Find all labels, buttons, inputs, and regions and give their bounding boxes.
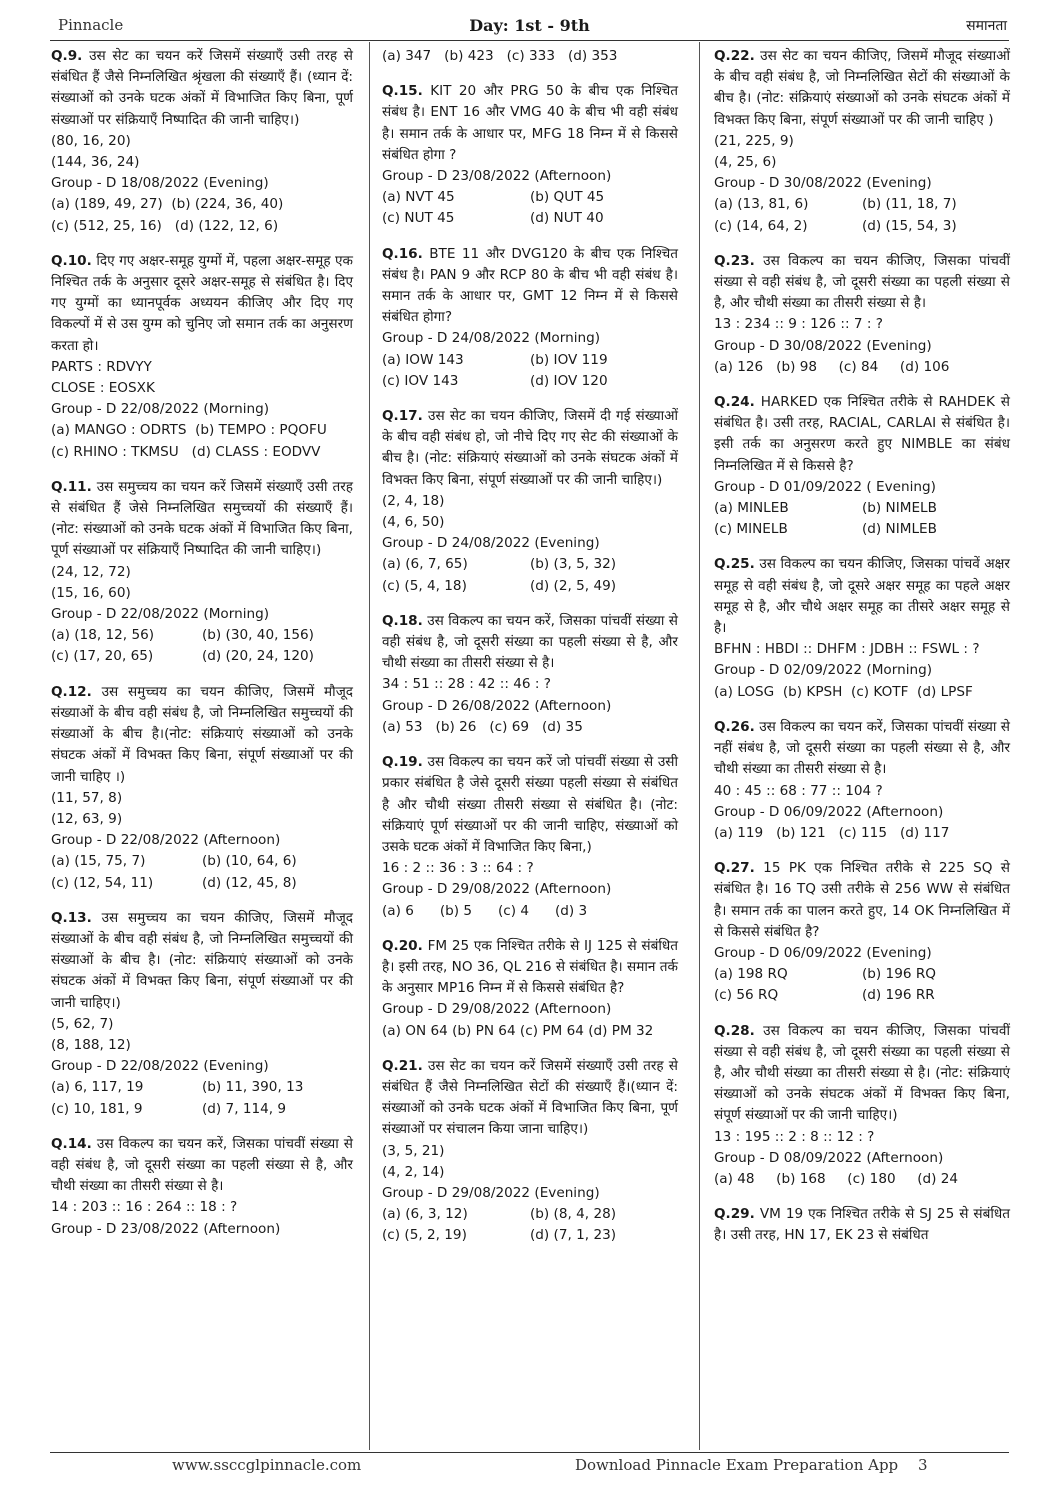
answer-options-row <box>714 519 1010 540</box>
question-statement: उस सेट का चयन करें जिसमें संख्याएँ उसी तरह से संबंधित हैं जैसे निम्नलिखित श्रृंखला की संख्याएँ हैं। (ध्यान दें: संख्याओं को उनके घटक अंकों में विभाजित किए बिना, पूर्ण संख्याओं पर संक्रियाएँ निष्पादित की जानी चाहिए।) <box>51 48 353 128</box>
answer-options: (a) LOSG (b) KPSH (c) KOTF (d) LPSF <box>714 683 973 700</box>
question-block <box>51 1134 353 1240</box>
answer-option: (b) QUT 45 <box>530 189 605 206</box>
answer-option: (d) (7, 1, 23) <box>530 1227 617 1244</box>
question-number: Q.29. <box>714 1206 755 1223</box>
question-statement: उस समुच्चय का चयन कीजिए, जिसमें मौजूद संख्याओं के बीच वही संबंध है, जो निम्नलिखित समुच्चयों की संख्याओं के बीच है।(नोट: संक्रियाएं संख्याओं को उनके संघटक अंकों में विभक्त किए बिना, संपूर्ण संख्याओं पर की जानी चाहिए ।) <box>51 683 353 785</box>
question-block <box>382 81 678 229</box>
question-block <box>714 1204 1010 1246</box>
answer-option: (c) (14, 64, 2) <box>714 217 808 234</box>
answer-options-row <box>382 350 678 371</box>
question-block <box>382 244 678 392</box>
column-3 <box>714 46 1010 1261</box>
question-block <box>714 392 1010 540</box>
question-text <box>51 46 353 131</box>
question-text <box>382 936 678 1000</box>
answer-options-row <box>382 1204 678 1225</box>
answer-option: (b) IOV 119 <box>530 351 608 368</box>
answer-option: (a) 198 RQ <box>714 966 788 983</box>
answer-option: (a) IOW 143 <box>382 351 464 368</box>
question-data-line: (21, 225, 9) <box>714 132 794 149</box>
question-text <box>51 251 353 357</box>
question-text <box>714 717 1010 781</box>
header-topic: समानता <box>966 18 1007 34</box>
question-number: Q.26. <box>714 718 755 735</box>
answer-option: (b) (30, 40, 156) <box>202 627 314 644</box>
answer-option: (b) NIMELB <box>862 500 937 517</box>
question-data-line: 34 : 51 :: 28 : 42 :: 46 : ? <box>382 676 551 693</box>
answer-options-row <box>382 187 678 208</box>
question-statement: उस सेट का चयन कीजिए, जिसमें मौजूद संख्याओं के बीच वही संबंध है, जो निम्नलिखित सेटों की संख्याओं के बीच है। (नोट: संक्रियाएं संख्याओं को उनके संघटक अंकों में विभक्त किए बिना, संपूर्ण संख्याओं पर की जानी चाहिए ) <box>714 48 1010 128</box>
question-data-line: (144, 36, 24) <box>51 154 140 171</box>
answer-option: (d) NIMLEB <box>862 521 937 538</box>
question-data-line: 40 : 45 :: 68 : 77 :: 104 ? <box>714 782 883 799</box>
answer-options: (a) ON 64 (b) PN 64 (c) PM 64 (d) PM 32 <box>382 1022 654 1039</box>
answer-option: (d) (20, 24, 120) <box>202 648 314 665</box>
answer-option: (c) (17, 20, 65) <box>51 648 154 665</box>
footer-website[interactable]: www.ssccglpinnacle.com <box>172 1456 362 1474</box>
question-statement: उस समुच्चय का चयन कीजिए, जिसमें मौजूद संख्याओं के बीच वही संबंध है, जो निम्नलिखित समुच्चयों की संख्याओं के बीच है। (नोट: संक्रियाएं संख्याओं को उनके संघटक अंकों में विभक्त किए बिना, संपूर्ण संख्याओं पर की जानी चाहिए।) <box>51 909 353 1011</box>
question-block <box>51 908 353 1120</box>
answer-option: (c) NUT 45 <box>382 210 455 227</box>
question-statement: FM 25 एक निश्चित तरीके से IJ 125 से संबंधित है। इसी तरह, NO 36, QL 216 से संबंधित है। समान तर्क के अनुसार MP16 निम्न में से किससे संबंधित है? <box>382 937 678 997</box>
exam-reference: Group - D 22/08/2022 (Morning) <box>51 606 270 623</box>
header-brand: Pinnacle <box>58 16 124 34</box>
answer-option: (a) (13, 81, 6) <box>714 196 809 213</box>
answer-option: (a) NVT 45 <box>382 189 455 206</box>
question-block <box>51 682 353 894</box>
answer-option: (d) IOV 120 <box>530 372 608 389</box>
exam-reference: Group - D 02/09/2022 (Morning) <box>714 662 933 679</box>
question-number: Q.15. <box>382 83 423 100</box>
question-statement: उस सेट का चयन कीजिए, जिसमें दी गई संख्याओं के बीच वही संबंध हो, जो नीचे दिए गए सेट की संख्याओं के बीच है। (नोट: संक्रियाएं संख्याओं को उनके संघटक अंकों में विभक्त किए बिना, संपूर्ण संख्याओं पर की जानी चाहिए।) <box>382 408 678 488</box>
question-block <box>714 717 1010 844</box>
question-statement: उस विकल्प का चयन कीजिए, जिसका पांचवीं संख्या से वही संबंध है, जो दूसरी संख्या का पहली संख्या से है, और चौथी संख्या का तीसरी संख्या से है। <box>714 252 1010 312</box>
exam-reference: Group - D 29/08/2022 (Afternoon) <box>382 1001 612 1018</box>
question-data-line: (5, 62, 7) <box>51 1015 114 1032</box>
answer-options-row <box>714 194 1010 215</box>
question-block <box>714 554 1010 702</box>
question-number: Q.17. <box>382 408 423 425</box>
question-statement: उस समुच्चय का चयन करें जिसमें संख्याएँ उसी तरह से संबंधित हैं जेसे निम्नलिखित समुच्चयों की संख्याएँ हैं। (नोट: संख्याओं को उनके घटक अंकों में विभाजित किए बिना, पूर्ण संख्याओं पर संक्रियाएँ निष्पादित की जानी चाहिए।) <box>51 478 353 559</box>
question-number: Q.22. <box>714 48 755 64</box>
question-statement: KIT 20 और PRG 50 के बीच एक निश्चित संबंध है। ENT 16 और VMG 40 के बीच भी वही संबंध है। समान तर्क के आधार पर, MFG 18 निम्न में से किससे संबंधित होगा ? <box>382 83 678 163</box>
question-data-line: (11, 57, 8) <box>51 789 123 806</box>
question-block <box>714 858 1010 1006</box>
question-text <box>714 554 1010 639</box>
question-block <box>382 46 678 67</box>
answer-option: (c) (5, 2, 19) <box>382 1227 467 1244</box>
exam-reference: Group - D 22/08/2022 (Evening) <box>51 1058 269 1075</box>
exam-reference: Group - D 24/08/2022 (Morning) <box>382 330 601 347</box>
answer-option: (d) (2, 5, 49) <box>530 577 617 594</box>
question-text <box>714 251 1010 315</box>
question-block <box>382 406 678 597</box>
answer-option: (c) (5, 4, 18) <box>382 577 467 594</box>
question-block <box>382 752 678 922</box>
answer-options: (a) MANGO : ODRTS (b) TEMPO : PQOFU <box>51 422 327 439</box>
footer-app-promo: Download Pinnacle Exam Preparation App <box>575 1456 899 1474</box>
answer-option: (b) (3, 5, 32) <box>530 556 617 573</box>
question-text <box>714 858 1010 943</box>
question-data-line: (12, 63, 9) <box>51 810 123 827</box>
question-text <box>382 81 678 166</box>
question-number: Q.19. <box>382 754 423 771</box>
question-statement: उस विकल्प का चयन कीजिए, जिसका पांचवीं संख्या से वही संबंध है, जो दूसरी संख्या का पहली संख्या से है, और चौथी संख्या का तीसरी संख्या से है। (नोट: संक्रियाएं संख्याओं को उनके संघटक अंकों में विभक्त किए बिना, संपूर्ण संख्याओं पर की जानी चाहिए।) <box>714 1022 1010 1124</box>
column-divider-1 <box>369 42 370 1450</box>
answer-options: (a) 6 (b) 5 (c) 4 (d) 3 <box>382 902 588 919</box>
question-data-line: CLOSE : EOSXK <box>51 380 155 397</box>
answer-options-row <box>382 576 678 597</box>
answer-options-row <box>382 208 678 229</box>
question-statement: उस विकल्प का चयन कीजिए, जिसका पांचवें अक्षर समूह से वही संबंध है, जो दूसरे अक्षर समूह का पहले अक्षर समूह से है, और चौथे अक्षर समूह का तीसरे अक्षर समूह से है। <box>714 556 1010 637</box>
exam-reference: Group - D 30/08/2022 (Evening) <box>714 337 932 354</box>
answer-option: (c) MINELB <box>714 521 788 538</box>
question-data-line: PARTS : RDVYY <box>51 358 152 375</box>
exam-reference: Group - D 29/08/2022 (Evening) <box>382 1184 600 1201</box>
question-block <box>382 1056 678 1247</box>
question-number: Q.21. <box>382 1057 423 1074</box>
answer-options-row <box>51 1099 353 1120</box>
question-block <box>382 611 678 738</box>
question-text <box>382 752 678 858</box>
question-number: Q.10. <box>51 252 92 269</box>
answer-option: (d) 7, 114, 9 <box>202 1100 287 1117</box>
question-data-line: (4, 2, 14) <box>382 1163 445 1180</box>
exam-reference: Group - D 22/08/2022 (Morning) <box>51 401 270 418</box>
question-statement: 15 PK एक निश्चित तरीके से 225 SQ से संबंधित है। 16 TQ उसी तरीके से 256 WW से संबंधित है। समान तर्क का पालन करते हुए, 14 OK निम्नलिखित में से किससे संबंधित है? <box>714 860 1010 940</box>
question-number: Q.18. <box>382 612 423 629</box>
exam-reference: Group - D 26/08/2022 (Afternoon) <box>382 697 612 714</box>
question-block <box>714 251 1010 378</box>
question-statement: VM 19 एक निश्चित तरीके से SJ 25 से संबंधित है। उसी तरह, HN 17, EK 23 से संबंधित <box>714 1206 1010 1244</box>
question-text <box>51 682 353 788</box>
answer-options: (a) 119 (b) 121 (c) 115 (d) 117 <box>714 824 950 841</box>
question-number: Q.20. <box>382 937 423 954</box>
question-number: Q.14. <box>51 1135 92 1152</box>
answer-options: (c) (512, 25, 16) (d) (122, 12, 6) <box>51 217 279 234</box>
answer-option: (b) (11, 18, 7) <box>862 196 957 213</box>
answer-option: (b) (10, 64, 6) <box>202 853 297 870</box>
question-text <box>51 477 353 562</box>
question-statement: BTE 11 और DVG120 के बीच एक निश्चित संबंध है। PAN 9 और RCP 80 के बीच भी वही संबंध है। समान तर्क के आधार पर, GMT 12 निम्न में से किससे संबंधित होगा? <box>382 245 679 326</box>
answer-options-row <box>51 873 353 894</box>
question-data-line: 13 : 234 :: 9 : 126 :: 7 : ? <box>714 316 883 333</box>
exam-reference: Group - D 24/08/2022 (Evening) <box>382 535 600 552</box>
question-block <box>51 251 353 463</box>
answer-option: (a) (18, 12, 56) <box>51 627 155 644</box>
exam-reference: Group - D 06/09/2022 (Afternoon) <box>714 803 944 820</box>
page-header <box>0 12 1059 42</box>
answer-option: (c) (12, 54, 11) <box>51 874 154 891</box>
question-number: Q.16. <box>382 245 423 262</box>
question-data-line: (80, 16, 20) <box>51 132 131 149</box>
exam-reference: Group - D 01/09/2022 ( Evening) <box>714 478 936 495</box>
answer-options-row <box>714 498 1010 519</box>
column-divider-2 <box>699 42 700 1450</box>
header-day-range: Day: 1st - 9th <box>469 16 590 35</box>
question-data-line: (24, 12, 72) <box>51 563 131 580</box>
column-1 <box>51 46 353 1254</box>
question-data-line: 13 : 195 :: 2 : 8 :: 12 : ? <box>714 1128 875 1145</box>
answer-options-row <box>382 554 678 575</box>
answer-options: (a) (189, 49, 27) (b) (224, 36, 40) <box>51 196 284 213</box>
answer-option: (c) IOV 143 <box>382 372 459 389</box>
question-block <box>51 46 353 237</box>
question-text <box>382 1056 678 1141</box>
question-data-line: (4, 6, 50) <box>382 514 445 531</box>
question-number: Q.25. <box>714 556 755 573</box>
question-text <box>382 611 678 675</box>
question-data-line: (15, 16, 60) <box>51 584 131 601</box>
answer-option: (d) (12, 45, 8) <box>202 874 297 891</box>
answer-options-row <box>382 1225 678 1246</box>
exam-reference: Group - D 18/08/2022 (Evening) <box>51 175 269 192</box>
question-number: Q.23. <box>714 252 755 269</box>
question-number: Q.24. <box>714 394 755 411</box>
question-data-line: 16 : 2 :: 36 : 3 :: 64 : ? <box>382 860 534 877</box>
answer-options: (a) 126 (b) 98 (c) 84 (d) 106 <box>714 358 950 375</box>
page-number: 3 <box>918 1456 928 1474</box>
answer-options-row <box>51 646 353 667</box>
question-text <box>714 1204 1010 1246</box>
answer-options-row <box>51 625 353 646</box>
answer-option: (a) 6, 117, 19 <box>51 1079 144 1096</box>
answer-option: (a) (6, 3, 12) <box>382 1206 468 1223</box>
exam-reference: Group - D 06/09/2022 (Evening) <box>714 944 932 961</box>
answer-option: (b) (8, 4, 28) <box>530 1206 617 1223</box>
question-statement: उस विकल्प का चयन करें, जिसका पांचवीं संख्या से नहीं संबंध है, जो दूसरी संख्या का पहली संख्या से है, और चौथी संख्या का तीसरी संख्या से है। <box>714 718 1010 778</box>
question-text <box>382 244 678 329</box>
answer-options: (a) 48 (b) 168 (c) 180 (d) 24 <box>714 1170 959 1187</box>
question-statement: उस विकल्प का चयन करें जो पांचवीं संख्या से उसी प्रकार संबंधित है जेसे दूसरी संख्या पहली संख्या से संबंधित है और चौथी संख्या तीसरी संख्या से संबंधित है। (नोट: संक्रियाएं पूर्ण संख्याओं पर की जानी चाहिए, संख्याओं को उसके घटक अंकों में विभाजित किए बिना,) <box>382 754 678 855</box>
answer-options-row <box>51 1077 353 1098</box>
exam-reference: Group - D 29/08/2022 (Afternoon) <box>382 881 612 898</box>
answer-option: (a) MINLEB <box>714 500 789 517</box>
answer-option: (c) 10, 181, 9 <box>51 1100 143 1117</box>
answer-option: (d) (15, 54, 3) <box>862 217 957 234</box>
answer-options: (a) 53 (b) 26 (c) 69 (d) 35 <box>382 718 583 735</box>
answer-options: (a) 347 (b) 423 (c) 333 (d) 353 <box>382 48 618 64</box>
answer-options-row <box>714 964 1010 985</box>
answer-option: (a) (15, 75, 7) <box>51 853 146 870</box>
question-number: Q.13. <box>51 909 92 926</box>
exam-reference: Group - D 08/09/2022 (Afternoon) <box>714 1149 944 1166</box>
exam-reference: Group - D 30/08/2022 (Evening) <box>714 175 932 192</box>
column-2 <box>382 46 678 1261</box>
question-text <box>51 908 353 1014</box>
answer-option: (d) NUT 40 <box>530 210 604 227</box>
question-block <box>382 936 678 1042</box>
question-number: Q.12. <box>51 683 92 700</box>
answer-options-row <box>382 371 678 392</box>
question-statement: दिए गए अक्षर-समूह युग्मों में, पहला अक्षर-समूह एक निश्चित तर्क के अनुसार दूसरे अक्षर-समूह से संबंधित है। दिए गए युग्मों का ध्यानपूर्वक अध्ययन कीजिए और दिए गए विकल्पों में से उस युग्म को चुनिए जो समान तर्क का अनुसरण करता हो। <box>51 252 353 354</box>
question-number: Q.28. <box>714 1022 755 1039</box>
question-data-line: 14 : 203 :: 16 : 264 :: 18 : ? <box>51 1199 238 1216</box>
exam-reference: Group - D 23/08/2022 (Afternoon) <box>382 168 612 185</box>
answer-option: (c) 56 RQ <box>714 987 779 1004</box>
question-text <box>714 1021 1010 1127</box>
question-block <box>714 46 1010 237</box>
question-text <box>382 406 678 491</box>
answer-options-row <box>714 216 1010 237</box>
answer-option: (b) 11, 390, 13 <box>202 1079 304 1096</box>
answer-options-row <box>51 851 353 872</box>
question-block <box>714 1021 1010 1191</box>
answer-option: (d) 196 RR <box>862 987 935 1004</box>
exam-reference: Group - D 23/08/2022 (Afternoon) <box>51 1220 281 1237</box>
question-data-line: (2, 4, 18) <box>382 492 445 509</box>
exam-reference: Group - D 22/08/2022 (Afternoon) <box>51 832 281 849</box>
question-text <box>714 46 1010 131</box>
answer-option: (b) 196 RQ <box>862 966 936 983</box>
question-number: Q.11. <box>51 478 92 495</box>
question-text <box>51 1134 353 1198</box>
question-block <box>51 477 353 668</box>
question-statement: HARKED एक निश्चित तरीके से RAHDEK से संबंधित है। उसी तरह, RACIAL, CARLAI से संबंधित है। इसी तर्क का अनुसरण करते हुए NIMBLE का संबंध निम्नलिखित में से किससे है? <box>714 394 1010 474</box>
header-divider <box>50 40 1009 41</box>
question-number: Q.9. <box>51 48 83 64</box>
answer-options: (c) RHINO : TKMSU (d) CLASS : EODVV <box>51 443 321 460</box>
question-data-line: BFHN : HBDI :: DHFM : JDBH :: FSWL : ? <box>714 641 980 658</box>
question-text <box>714 392 1010 477</box>
question-data-line: (8, 188, 12) <box>51 1036 131 1053</box>
question-statement: उस सेट का चयन करें जिसमें संख्याएँ उसी तरह से संबंधित हैं जैसे निम्नलिखित सेटों की संख्याएँ हैं।(ध्यान दें: संख्याओं को उनके घटक अंकों में विभाजित किए बिना, पूर्ण संख्याओं पर संचालन किया जाना चाहिए।) <box>382 1057 678 1138</box>
question-number: Q.27. <box>714 860 755 877</box>
question-data-line: (3, 5, 21) <box>382 1142 445 1159</box>
footer-divider <box>50 1452 1009 1453</box>
answer-options-row <box>714 985 1010 1006</box>
question-statement: उस विकल्प का चयन करें, जिसका पांचवीं संख्या से वही संबंध है, जो दूसरी संख्या का पहली संख्या से है, और चौथी संख्या का तीसरी संख्या से है। <box>382 612 678 672</box>
question-data-line: (4, 25, 6) <box>714 154 777 171</box>
answer-option: (a) (6, 7, 65) <box>382 556 468 573</box>
question-statement: उस विकल्प का चयन करें, जिसका पांचवीं संख्या से वही संबंध है, जो दूसरी संख्या का पहली संख्या से है, और चौथी संख्या का तीसरी संख्या से है। <box>51 1135 353 1195</box>
